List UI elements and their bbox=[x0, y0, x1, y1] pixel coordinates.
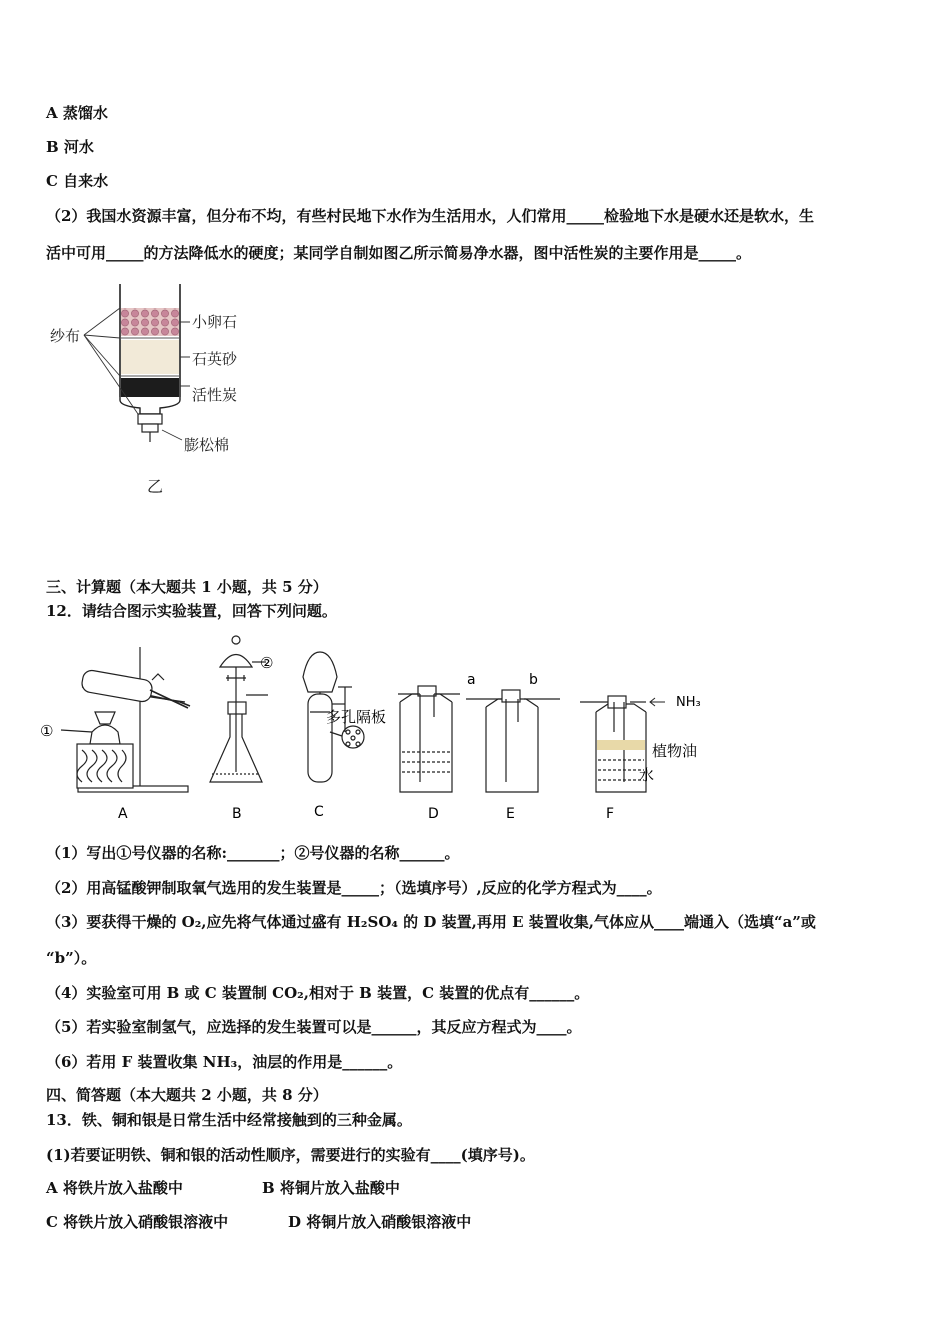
q11-2-line1: （2）我国水资源丰富，但分布不均，有些村民地下水作为生活用水，人们常用_____检验地下水是硬水还是软水，生 bbox=[46, 207, 814, 225]
q12-part-3: （3）要获得干燥的 O₂,应先将气体通过盛有 H₂SO₄ 的 D 装置,再用 E 装置收集,气体应从____端通入（选填“a”或 bbox=[46, 913, 816, 931]
label-gauze: 纱布 bbox=[50, 327, 81, 345]
q13-option-a: A 将铁片放入盐酸中 bbox=[46, 1179, 183, 1197]
q12-part-3-cont: “b”）。 bbox=[46, 949, 97, 967]
port-b-label: b bbox=[529, 672, 538, 688]
label-c: C bbox=[314, 804, 324, 820]
label-cotton: 膨松棉 bbox=[184, 436, 230, 454]
section4-title: 四、简答题（本大题共 2 小题，共 8 分） bbox=[46, 1086, 328, 1104]
q12-part-5: （5）若实验室制氢气，应选择的发生装置可以是______，其反应方程式为____。 bbox=[46, 1018, 582, 1036]
port-a-label: a bbox=[467, 672, 476, 688]
q11-2-line2: 活中可用_____的方法降低水的硬度；某同学自制如图乙所示简易净水器，图中活性炭的主要作用是_____。 bbox=[46, 244, 752, 262]
figure-caption: 乙 bbox=[147, 477, 164, 496]
marker-2: ② bbox=[260, 654, 274, 672]
q12-part-1: （1）写出①号仪器的名称:_______；②号仪器的名称______。 bbox=[46, 844, 460, 862]
label-b: B bbox=[232, 806, 242, 822]
marker-1: ① bbox=[40, 722, 54, 740]
sand-layer bbox=[121, 340, 179, 374]
q13-option-c: C 将铁片放入硝酸银溶液中 bbox=[46, 1213, 229, 1231]
label-pebble: 小卵石 bbox=[192, 313, 238, 331]
veg-oil-label: 植物油 bbox=[652, 742, 698, 760]
q13-1: (1)若要证明铁、铜和银的活动性顺序，需要进行的实验有____(填序号)。 bbox=[46, 1146, 535, 1164]
option-a: A 蒸馏水 bbox=[46, 104, 108, 122]
q13-option-d: D 将铜片放入硝酸银溶液中 bbox=[288, 1213, 472, 1231]
q12-part-6: （6）若用 F 装置收集 NH₃，油层的作用是______。 bbox=[46, 1053, 403, 1071]
water-label: 水 bbox=[639, 766, 655, 784]
label-carbon: 活性炭 bbox=[192, 386, 238, 404]
label-f: F bbox=[606, 806, 615, 822]
carbon-layer bbox=[121, 378, 179, 397]
option-b: B 河水 bbox=[46, 138, 94, 156]
q13-stem: 13．铁、铜和银是日常生活中经常接触到的三种金属。 bbox=[46, 1111, 412, 1129]
pebble-layer bbox=[121, 308, 179, 336]
q12-part-2: （2）用高锰酸钾制取氧气选用的发生装置是_____；（选填序号）,反应的化学方程式为____。 bbox=[46, 879, 662, 897]
q12-stem: 12．请结合图示实验装置，回答下列问题。 bbox=[46, 602, 337, 620]
water-purifier-figure bbox=[40, 282, 260, 502]
q12-part-4: （4）实验室可用 B 或 C 装置制 CO₂,相对于 B 装置，C 装置的优点有______。 bbox=[46, 984, 590, 1002]
label-sand: 石英砂 bbox=[192, 350, 238, 368]
apparatus-figure bbox=[40, 632, 720, 832]
q13-option-b: B 将铜片放入盐酸中 bbox=[262, 1179, 400, 1197]
nh3-label: NH₃ bbox=[676, 695, 701, 710]
label-d: D bbox=[428, 806, 439, 822]
porous-plate-label: 多孔隔板 bbox=[326, 708, 387, 726]
option-c: C 自来水 bbox=[46, 172, 109, 190]
section3-title: 三、计算题（本大题共 1 小题，共 5 分） bbox=[46, 578, 328, 596]
label-a: A bbox=[118, 806, 128, 822]
label-e: E bbox=[506, 806, 515, 822]
